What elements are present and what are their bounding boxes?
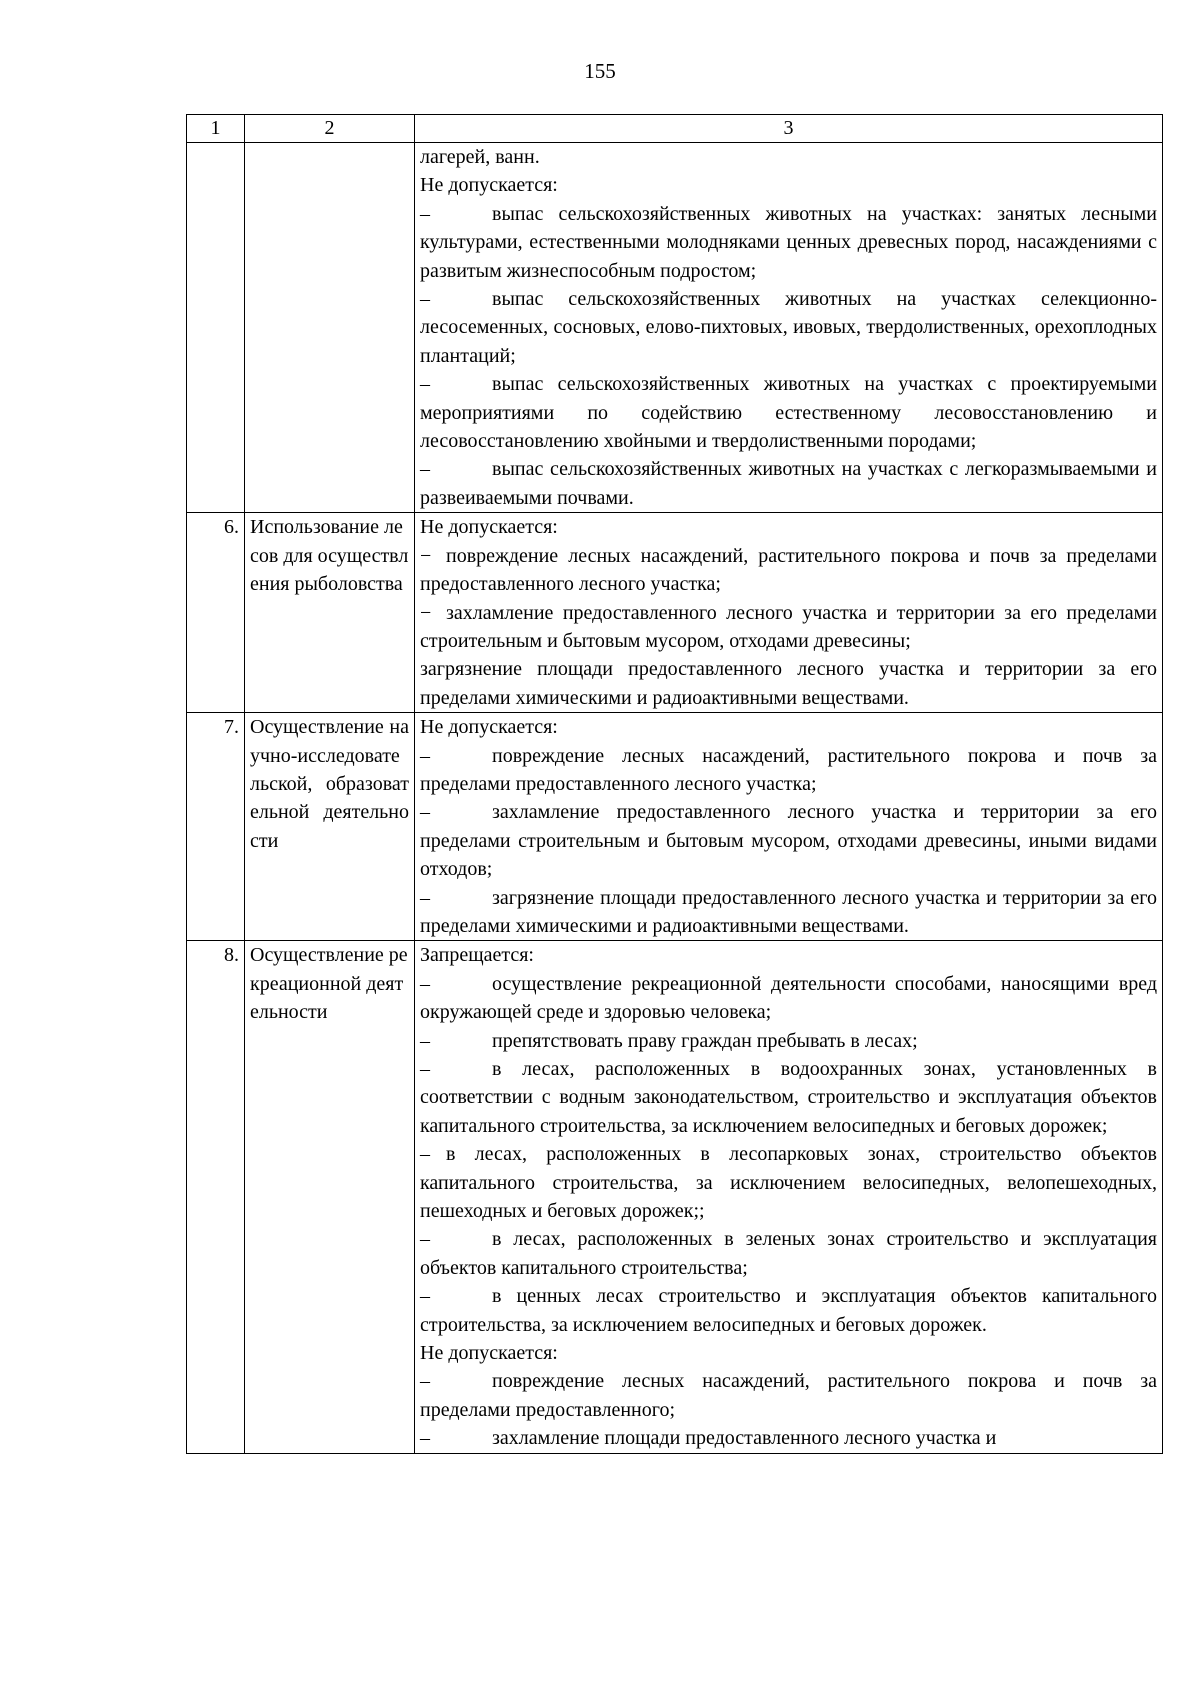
row-number: 7. [187,713,245,941]
dash-marker: – [420,1029,430,1052]
requirement-line: Не допускается: [420,516,558,539]
row-number: 8. [187,941,245,1453]
dash-marker: – [420,801,430,824]
page-number: 155 [584,59,616,83]
dash-marker: – [420,288,430,311]
requirement-item: – в ценных лесах строительство и эксплуатация объектов капитального строительства, за исключением велосипедных и беговых дорожек. [420,1282,1157,1339]
requirement-item: – выпас сельскохозяйственных животных на участках селекционно-лесосеменных, сосновых, елово-пихтовых, ивовых, твердолиственных, орехоплодных плантаций; [420,285,1157,370]
requirement-item: – осуществление рекреационной деятельности способами, наносящими вред окружающей среде и здоровью человека; [420,970,1157,1027]
header-cell-2: 2 [245,115,415,143]
dash-marker: – [420,1427,430,1450]
dash-marker: – [420,1143,430,1166]
requirement-line: Не допускается: [420,716,558,739]
requirement-item: – в лесах, расположенных в зеленых зонах строительство и эксплуатация объектов капитального строительства; [420,1225,1157,1282]
table-row [187,143,1163,513]
dash-marker: – [420,1285,430,1308]
requirement-item: – загрязнение площади предоставленного лесного участка и территории за его пределами химическими и радиоактивными веществами. [420,884,1157,941]
table-header-row [187,115,1163,143]
row-activity [245,143,415,513]
row-number: 6. [187,513,245,713]
dash-marker: – [420,1058,430,1080]
requirement-item: – захламление площади предоставленного лесного участка и [420,1424,1157,1452]
requirement-item: – повреждение лесных насаждений, растительного покрова и почв за пределами предоставленного лесного участка; [420,742,1157,799]
dash-marker: − [420,601,432,624]
row-requirements [415,941,1163,1453]
dash-marker: – [420,744,430,767]
requirement-item: – препятствовать праву граждан пребывать в лесах; [420,1027,1157,1055]
row-requirements [415,513,1163,713]
requirement-item: − повреждение лесных насаждений, растительного покрова и почв за пределами предоставленного лесного участка; [420,542,1157,599]
header-cell-3: 3 [415,115,1163,143]
header-cell-1: 1 [187,115,245,143]
table-row [187,941,1163,1453]
requirement-item: – выпас сельскохозяйственных животных на участках с проектируемыми мероприятиями по содействию естественному лесовосстановлению и лесовосстановлению хвойными и твердолиственными породами; [420,370,1157,455]
requirement-line: Не допускается: [420,1342,558,1365]
requirement-item: – в лесах, расположенных в водоохранных зонах, установленных в соответствии с водным законодательством, строительство и эксплуатация объектов капитального строительства, за исключением велосипедных и беговых дорожек; [420,1055,1157,1140]
requirement-item: – в лесах, расположенных в лесопарковых зонах, строительство объектов капитального строительства, за исключением велосипедных, велопешеходных, пешеходных и беговых дорожек;; [420,1140,1157,1225]
requirement-line: лагерей, ванн. [420,146,540,168]
dash-marker: – [420,458,430,481]
regulations-table [186,114,1163,1454]
requirement-item: – повреждение лесных насаждений, растительного покрова и почв за пределами предоставленного; [420,1367,1157,1424]
row-requirements [415,143,1163,513]
dash-marker: − [420,544,432,567]
dash-marker: – [420,972,430,995]
requirement-item: – выпас сельскохозяйственных животных на участках: занятых лесными культурами, естественными молодняками ценных древесных пород, насаждениями с развитым жизнеспособным подростом; [420,200,1157,285]
dash-marker: – [420,1228,430,1251]
row-activity: Осуществление рекреационной деятельности [245,941,415,1453]
row-activity [245,713,415,941]
row-activity-text: Осуществление научно-исследовательской, образовательной деятельности [250,716,409,852]
requirement-line: Не допускается: [420,174,558,197]
dash-marker: – [420,886,430,909]
dash-marker: – [420,373,430,396]
requirement-item: − захламление предоставленного лесного участка и территории за его пределами строительным и бытовым мусором, отходами древесины; [420,599,1157,656]
row-activity: Использование лесов для осуществления рыболовства [245,513,415,713]
dash-marker: – [420,202,430,225]
row-requirements [415,713,1163,941]
requirement-line: загрязнение площади предоставленного лесного участка и территории за его пределами химическими и радиоактивными веществами. [420,658,1157,709]
requirement-line: Запрещается: [420,944,534,967]
table-row [187,513,1163,713]
requirement-item: – выпас сельскохозяйственных животных на участках с легкоразмываемыми и развеиваемыми почвами. [420,455,1157,512]
row-number [187,143,245,513]
table-row [187,713,1163,941]
requirement-item: – захламление предоставленного лесного участка и территории за его пределами строительным и бытовым мусором, отходами древесины, иными видами отходов; [420,798,1157,883]
dash-marker: – [420,1370,430,1393]
